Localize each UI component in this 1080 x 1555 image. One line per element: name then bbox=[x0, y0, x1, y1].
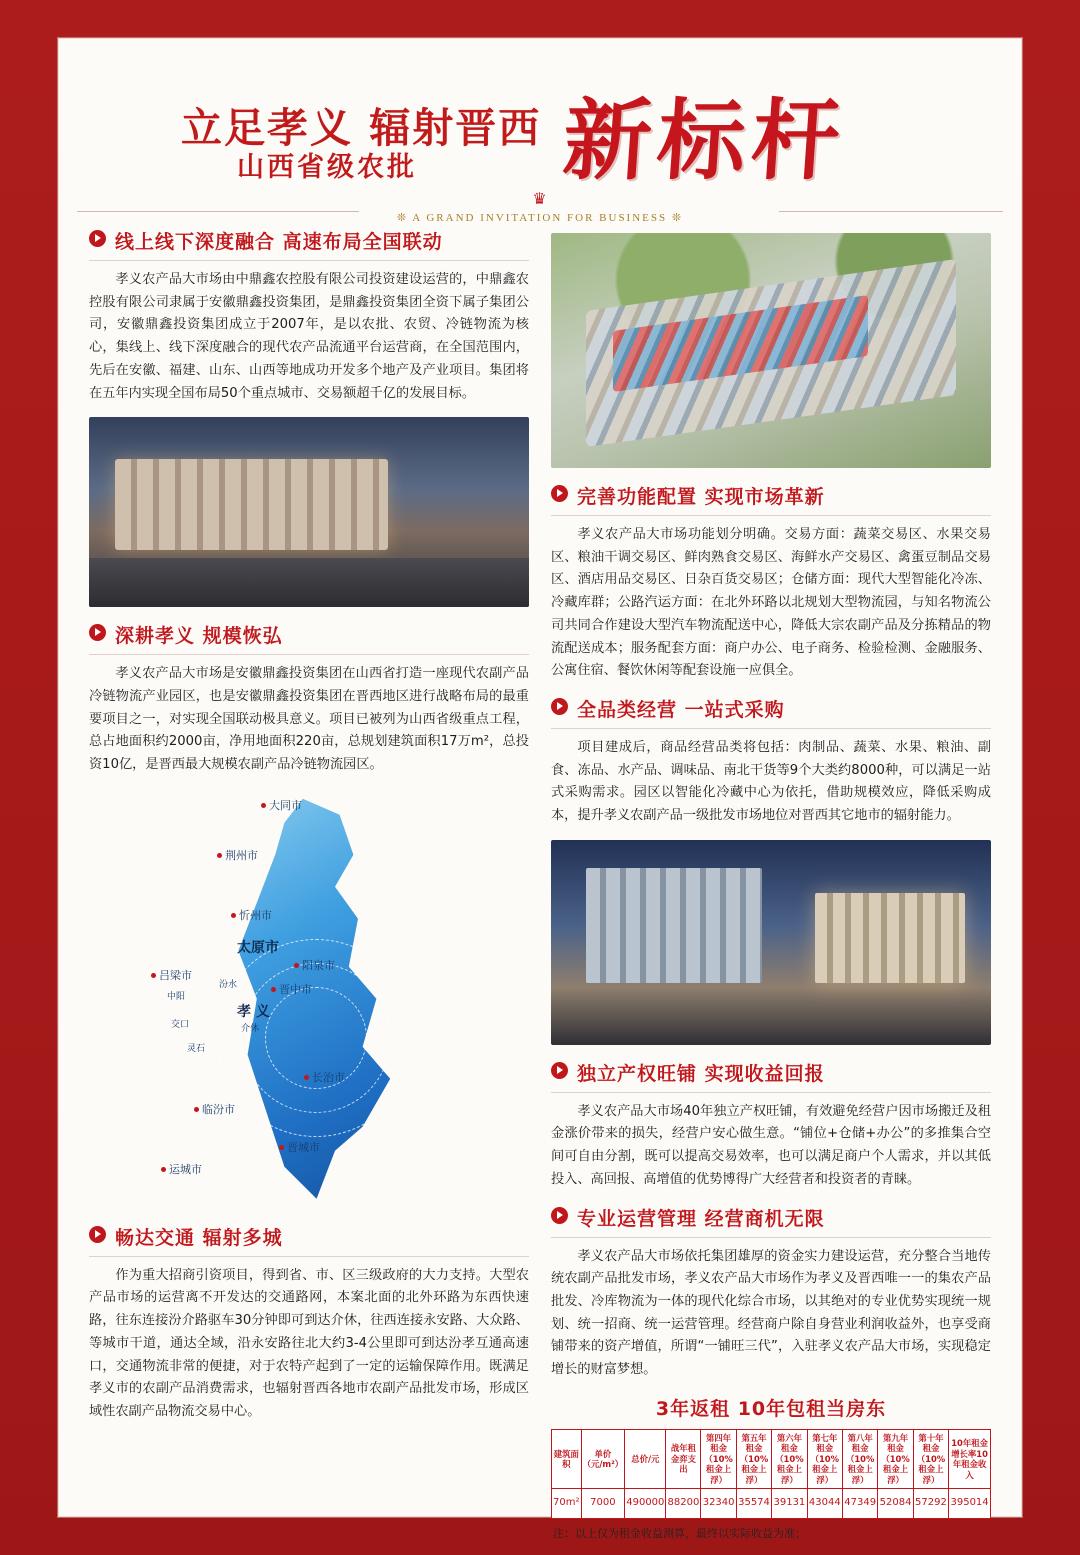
map-city-label: 大同市 bbox=[261, 797, 302, 813]
table-row bbox=[552, 1489, 991, 1519]
map-city-taiyuan: 太原市 bbox=[237, 939, 279, 956]
table-cell: 39131 bbox=[772, 1489, 807, 1519]
map-city-label: 运城市 bbox=[161, 1161, 202, 1177]
section-heading-transport bbox=[89, 1223, 529, 1257]
section-heading-text: 畅达交通 辐射多城 bbox=[115, 1226, 283, 1249]
map-city-label: 吕梁市 bbox=[151, 967, 192, 983]
table-cell: 490000 bbox=[625, 1489, 666, 1519]
table-cell: 43044 bbox=[807, 1489, 842, 1519]
arrow-bullet-icon bbox=[551, 698, 568, 715]
section-heading-text: 完善功能配置 实现市场革新 bbox=[577, 486, 825, 508]
section-body-ownership: 孝义农产品大市场40年独立产权旺铺，有效避免经营户因市场搬迁及租金涨价带来的损失，经营户安心做生意。“铺位+仓储+办公”的多推集合空间可自由分割，既可以提高交易效率，也可以满足商户个人需求，并以其低投入、高回报、高增值的优势博得广大经营者和投资者的青睐。 bbox=[551, 1103, 991, 1187]
map-city-label: 荆州市 bbox=[217, 847, 258, 863]
section-heading-text: 独立产权旺铺 实现收益回报 bbox=[577, 1062, 825, 1085]
street-view-photo bbox=[89, 417, 529, 607]
rent-table-title: 3年返租 10年包租当房东 bbox=[655, 1397, 887, 1420]
table-header-cell: 第七年租金（10%租金上浮） bbox=[807, 1429, 842, 1489]
aerial-masterplan-photo bbox=[551, 233, 991, 468]
right-column bbox=[551, 227, 991, 1540]
section-heading-text: 专业运营管理 经营商机无限 bbox=[577, 1207, 825, 1230]
map-center-xiaoyi: 孝 义 bbox=[237, 1003, 270, 1020]
map-city-label: 长治市 bbox=[304, 1069, 345, 1085]
map-sub-label: 汾水 bbox=[219, 979, 238, 990]
arrow-bullet-icon bbox=[89, 230, 106, 247]
section-heading-text: 线上线下深度融合 高速布局全国联动 bbox=[115, 231, 443, 253]
arrow-bullet-icon bbox=[551, 1207, 568, 1224]
poster-header bbox=[59, 39, 1021, 224]
map-sub-label: 灵石 bbox=[187, 1043, 206, 1054]
poster-page bbox=[58, 38, 1022, 1540]
section-heading-text: 深耕孝义 规模恢弘 bbox=[115, 625, 283, 648]
map-city-label: 临汾市 bbox=[194, 1101, 235, 1117]
table-header-row bbox=[552, 1429, 991, 1489]
table-cell: 32340 bbox=[701, 1489, 736, 1519]
table-header-cell: 总价/元 bbox=[625, 1429, 666, 1489]
table-header-cell: 第九年租金（10%租金上浮） bbox=[878, 1429, 913, 1489]
table-cell: 70m² bbox=[552, 1489, 582, 1519]
arrow-bullet-icon bbox=[551, 1062, 568, 1079]
map-sub-label: 中阳 bbox=[167, 991, 186, 1002]
table-cell: 47349 bbox=[842, 1489, 877, 1519]
header-tagline: ❊ A GRAND INVITATION FOR BUSINESS ❊ bbox=[396, 212, 684, 224]
table-cell: 395014 bbox=[949, 1489, 991, 1519]
table-cell: 35574 bbox=[736, 1489, 771, 1519]
map-sub-label: 交口 bbox=[171, 1019, 190, 1030]
table-header-cell: 建筑面积 bbox=[552, 1429, 582, 1489]
content-columns bbox=[59, 227, 1021, 1540]
shanxi-province-map bbox=[89, 789, 529, 1219]
section-heading-ownership bbox=[551, 1059, 991, 1093]
table-cell: 7000 bbox=[581, 1489, 625, 1519]
section-body-deep-roots: 孝义农产品大市场是安徽鼎鑫投资集团在山西省打造一座现代农副产品冷链物流产业园区，也是安徽鼎鑫投资集团在晋西地区进行战略布局的最重要项目之一，对实现全国联动极具意义。项目已被列为山西省级重点工程，总占地面积约2000亩，净用地面积220亩，总规划建筑面积17万m²，总投资10亿，是晋西最大规模农副产品冷链物流园区。 bbox=[89, 666, 529, 773]
header-slogan-line1: 立足孝义 辐射晋西 bbox=[181, 104, 542, 152]
section-body-online-offline: 孝义农产品大市场由中鼎鑫农控股有限公司投资建设运营的，中鼎鑫农控股有限公司隶属于安徽鼎鑫投资集团，是鼎鑫投资集团全资下属子集团公司，安徽鼎鑫投资集团成立于2007年，是以农批、农贸、冷链物流为核心，集线上、线下深度融合的现代农产品流通平台运营商，在全国范围内，先后在安徽、福建、山东、山西等地成功开发多个地产及产业项目。集团将在五年内实现全国布局50个重点城市、交易额超千亿的发展目标。 bbox=[89, 272, 529, 401]
table-header-cell: 第八年租金（10%租金上浮） bbox=[842, 1429, 877, 1489]
table-cell: 57292 bbox=[913, 1489, 948, 1519]
table-header-cell: 第十年租金（10%租金上浮） bbox=[913, 1429, 948, 1489]
header-slogan-line2: 山西省级农批 bbox=[237, 152, 417, 183]
section-body-all-categories: 项目建成后，商品经营品类将包括：肉制品、蔬菜、水果、粮油、副食、冻品、水产品、调味品、南北干货等9个大类约8000种，可以满足一站式采购需求。园区以智能化冷藏中心为依托，借助规模效应，降低采购成本，提升孝义农副产品一级批发市场地位对晋西其它地市的辐射能力。 bbox=[551, 739, 991, 824]
section-heading-functions bbox=[551, 482, 991, 516]
header-title-calligraphy: 新标杆 bbox=[559, 88, 850, 192]
section-heading-online-offline bbox=[89, 227, 529, 261]
section-heading-all-categories bbox=[551, 695, 991, 729]
arrow-bullet-icon bbox=[551, 485, 568, 502]
table-header-cell: 10年租金增长率10年租金收入 bbox=[949, 1429, 991, 1489]
table-header-cell: 第六年租金（10%租金上浮） bbox=[772, 1429, 807, 1489]
table-cell: 88200 bbox=[666, 1489, 701, 1519]
commercial-plaza-photo bbox=[551, 840, 991, 1045]
table-cell: 52084 bbox=[878, 1489, 913, 1519]
map-sub-label: 介休 bbox=[241, 1023, 260, 1034]
table-header-cell: 第五年租金（10%租金上浮） bbox=[736, 1429, 771, 1489]
map-city-label: 阳泉市 bbox=[294, 957, 335, 973]
header-divider bbox=[59, 191, 1021, 231]
rent-return-table bbox=[551, 1429, 991, 1519]
map-city-label: 晋城市 bbox=[279, 1139, 320, 1155]
section-body-functions: 孝义农产品大市场功能划分明确。交易方面：蔬菜交易区、水果交易区、粮油干调交易区、鲜肉熟食交易区、海鲜水产交易区、禽蛋豆制品交易区、酒店用品交易区、日杂百货交易区；仓储方面：现代大型智能化冷冻、冷藏库群；公路汽运方面：在北外环路以北规划大型物流园，与知名物流公司共同合作建设大型汽车物流配送中心，降低大宗农副产品及分拣精品的物流配送成本；服务配套方面：商户办公、电子商务、检验检测、金融服务、公寓住宿、餐饮休闲等配套设施一应俱全。 bbox=[551, 527, 991, 679]
table-header-cell: 单价（元/m²） bbox=[581, 1429, 625, 1489]
table-header-cell: 战年租金弈支出 bbox=[666, 1429, 701, 1489]
table-header-cell: 第四年租金（10%租金上浮） bbox=[701, 1429, 736, 1489]
left-column bbox=[89, 227, 529, 1516]
section-body-transport: 作为重大招商引资项目，得到省、市、区三级政府的大力支持。大型农产品市场的运营离不开发达的交通路网，本案北面的北外环路为东西快速路，往东连接汾介路驱车30分钟即可到达介休，往西连接永安路、大众路、等城市干道，通达全域，沿永安路往北大约3-4公里即可到达汾孝互通高速口，交通物流非常的便捷，对于农特产起到了一定的运输保障作用。既满足孝义市的农副产品消费需求，也辐射晋西各地市农副产品批发市场，形成区域性农副产品物流交易中心。 bbox=[89, 1267, 529, 1419]
section-heading-text: 全品类经营 一站式采购 bbox=[577, 698, 785, 721]
section-heading-management bbox=[551, 1204, 991, 1238]
arrow-bullet-icon bbox=[89, 624, 106, 641]
rent-table-note: 注：以上仅为租金收益测算，最终以实际收益为准； bbox=[553, 1526, 806, 1540]
map-city-label: 忻州市 bbox=[231, 907, 272, 923]
section-heading-deep-roots bbox=[89, 621, 529, 655]
crown-icon: ♛ bbox=[532, 189, 548, 208]
arrow-bullet-icon bbox=[89, 1226, 106, 1243]
map-city-label: 晋中市 bbox=[271, 981, 312, 997]
section-body-management: 孝义农产品大市场依托集团雄厚的资金实力建设运营，充分整合当地传统农副产品批发市场，孝义农产品大市场作为孝义及晋西唯一一的集农产品批发、冷库物流为一体的现代化综合市场，以其绝对的专业优势实现统一规划、统一招商、统一运营管理。经营商户除自身营业利润收益外，也享受商铺带来的资产增值，所谓“一铺旺三代”，入驻孝义农产品大市场，实现稳定增长的财富梦想。 bbox=[551, 1248, 991, 1378]
